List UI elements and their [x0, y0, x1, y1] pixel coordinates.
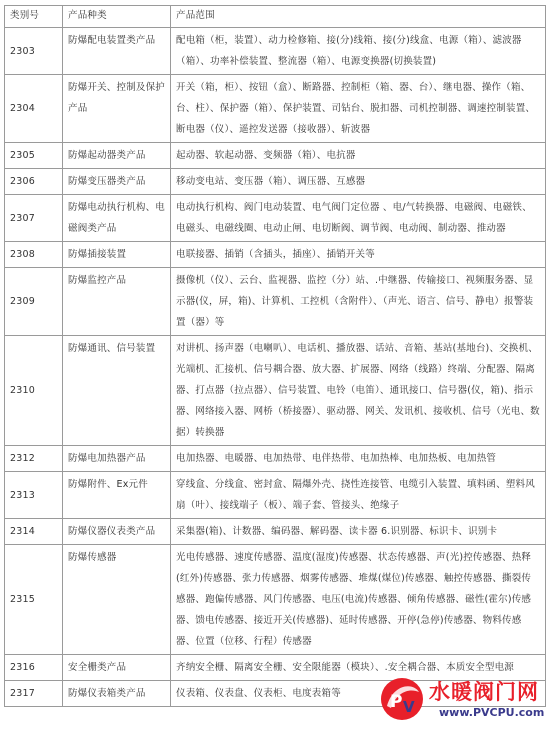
row-range: 采集器(箱)、计数器、编码器、解码器、读卡器 6.识别器、标识卡、识别卡	[171, 519, 546, 545]
row-range: 起动器、软起动器、变频器（箱）、电抗器	[171, 143, 546, 169]
row-kind: 防爆插接装置	[63, 242, 171, 268]
row-kind: 防爆开关、控制及保护产品	[63, 75, 171, 143]
row-kind: 防爆配电装置类产品	[63, 28, 171, 75]
row-kind: 防爆传感器	[63, 545, 171, 655]
table-row	[5, 545, 546, 655]
table-body	[5, 28, 546, 707]
header-category-code: 类别号	[5, 6, 63, 28]
row-code: 2309	[5, 268, 63, 336]
row-code: 2307	[5, 195, 63, 242]
table-header-row	[5, 6, 546, 28]
svg-text:P: P	[390, 692, 403, 712]
watermark-url: www.PVCPU.com	[439, 706, 545, 719]
row-kind: 防爆仪器仪表类产品	[63, 519, 171, 545]
row-range: 配电箱（柜，装置）、动力检修箱、接(分)线箱、接(分)线盒、电源（箱）、滤波器（箱）、功率补偿装置、整流器（箱）、电源变换器(切换装置)	[171, 28, 546, 75]
row-kind: 防爆电加热器产品	[63, 446, 171, 472]
table-row	[5, 28, 546, 75]
table-row	[5, 75, 546, 143]
row-code: 2317	[5, 681, 63, 707]
row-range: 电联接器、插销（含插头，插座）、插销开关等	[171, 242, 546, 268]
row-code: 2314	[5, 519, 63, 545]
table-row	[5, 268, 546, 336]
row-code: 2304	[5, 75, 63, 143]
header-product-kind: 产品种类	[63, 6, 171, 28]
row-range: 摄像机（仪）、云台、监视器、监控（分）站、.中继器、传输接口、视频服务器、显示器(仪，屏，箱)、计算机、工控机（含附件）、（声光、语言、信号、静电）报警装置（器）等	[171, 268, 546, 336]
row-code: 2313	[5, 472, 63, 519]
row-range: 光电传感器、速度传感器、温度(湿度)传感器、状态传感器、声(光)控传感器、热释(红外)传感器、张力传感器、烟雾传感器、堆煤(煤位)传感器、触控传感器、撕裂传感器、跑偏传感器、风门传感器、电压(电流)传感器、倾角传感器、磁性(霍尔)传感器、馈电传感器、接近开关(传感器)、延时传感器、开停(急停)传感器、物料传感器、位置（位移、行程）传感器	[171, 545, 546, 655]
table-row	[5, 169, 546, 195]
row-code: 2312	[5, 446, 63, 472]
row-code: 2316	[5, 655, 63, 681]
row-kind: 安全栅类产品	[63, 655, 171, 681]
table-row	[5, 143, 546, 169]
row-code: 2305	[5, 143, 63, 169]
row-kind: 防爆电动执行机构、电磁阀类产品	[63, 195, 171, 242]
row-range: 电加热器、电暖器、电加热带、电伴热带、电加热棒、电加热板、电加热管	[171, 446, 546, 472]
row-code: 2308	[5, 242, 63, 268]
product-scope-table-container	[4, 5, 545, 707]
table-row	[5, 242, 546, 268]
svg-text:V: V	[403, 698, 415, 716]
row-kind: 防爆监控产品	[63, 268, 171, 336]
table-row	[5, 195, 546, 242]
row-kind: 防爆起动器类产品	[63, 143, 171, 169]
row-code: 2315	[5, 545, 63, 655]
table-row	[5, 519, 546, 545]
row-code: 2310	[5, 336, 63, 446]
row-code: 2303	[5, 28, 63, 75]
row-code: 2306	[5, 169, 63, 195]
row-range: 穿线盒、分线盒、密封盒、隔爆外壳、挠性连接管、电缆引入装置、填料函、塑料风扇（叶）、接线端子（板）、端子套、管接头、绝缘子	[171, 472, 546, 519]
row-range: 仪表箱、仪表盘、仪表柜、电度表箱等	[171, 681, 546, 707]
row-range: 开关（箱，柜）、按钮（盒）、断路器、控制柜（箱、器、台）、继电器、操作（箱、台、柱）、保护器（箱）、保护装置、司钻台、脱扣器、司机控制器、调速控制装置、断电器（仪）、遥控发送器（接收器）、斩波器	[171, 75, 546, 143]
row-range: 电动执行机构、阀门电动装置、电气阀门定位器 、电/气转换器、电磁阀、电磁铁、电磁头、电磁线圈、电动止闸、电切断阀、调节阀、电动阀、制动器、推动器	[171, 195, 546, 242]
table-row	[5, 446, 546, 472]
pv-logo-icon	[379, 676, 425, 722]
row-kind: 防爆附件、Ex元件	[63, 472, 171, 519]
row-kind: 防爆通讯、信号装置	[63, 336, 171, 446]
table-row	[5, 336, 546, 446]
row-range: 对讲机、扬声器（电喇叭）、电话机、播放器、话站、音箱、基站(基地台)、交换机、光端机、汇接机、信号耦合器、放大器、扩展器、网络（线路）终端、分配器、隔离器、打点器（拉点器）、信号装置、电铃（电笛）、通讯接口、信号器(仪，箱)、指示器、网络接入器、网桥（桥接器）、驱动器、网关、发讯机、接收机、信号（光电、数据）转换器	[171, 336, 546, 446]
table-row	[5, 472, 546, 519]
header-product-range: 产品范围	[171, 6, 546, 28]
site-watermark	[379, 674, 544, 726]
watermark-title: 水暖阀门网	[429, 680, 539, 704]
product-scope-table	[4, 5, 546, 707]
row-range: 齐纳安全栅、隔离安全栅、安全限能器（模块）、.安全耦合器、本质安全型电源	[171, 655, 546, 681]
row-kind: 防爆变压器类产品	[63, 169, 171, 195]
row-range: 移动变电站、变压器（箱）、调压器、互感器	[171, 169, 546, 195]
row-kind: 防爆仪表箱类产品	[63, 681, 171, 707]
